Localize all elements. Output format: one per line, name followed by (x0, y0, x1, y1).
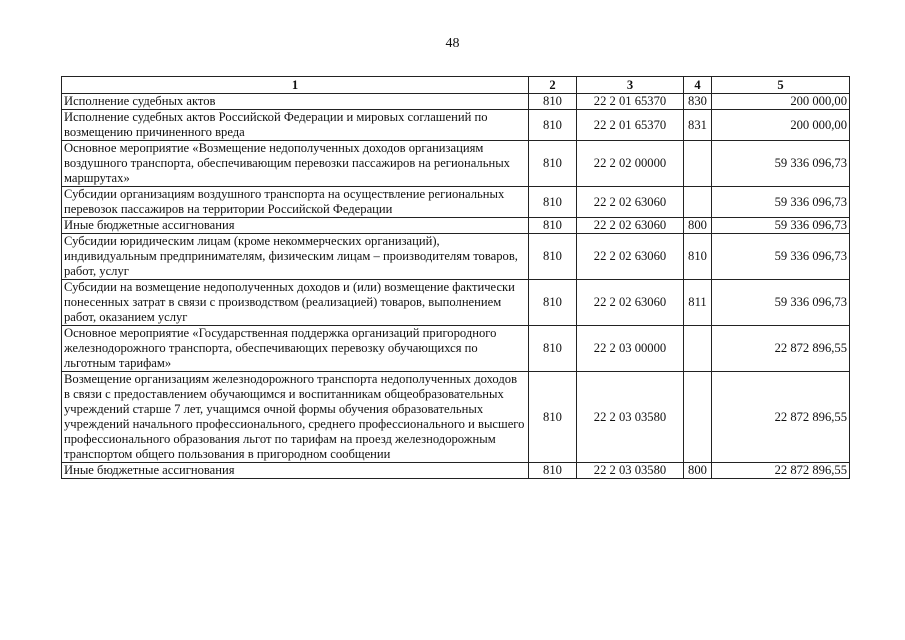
table-row (62, 187, 850, 218)
row-col-3: 22 2 02 00000 (577, 141, 684, 187)
row-name: Основное мероприятие «Государственная поддержка организаций пригородного железнодорожного транспорта, обеспечивающих перевозку обучающихся по льготным тарифам» (62, 326, 529, 372)
row-name: Возмещение организациям железнодорожного транспорта недополученных доходов в связи с предоставлением обучающимся и воспитанникам общеобразовательных учреждений старше 7 лет, учащимся очной формы обучения образовательных учреждений начального профессионального, среднего профессионального и высшего профессионального образования льгот по тарифам на проезд железнодорожным транспортом общего пользования в пригородном сообщении (62, 372, 529, 463)
row-name: Субсидии на возмещение недополученных доходов и (или) возмещение фактически понесенных затрат в связи с производством (реализацией) товаров, выполнением работ, оказанием услуг (62, 280, 529, 326)
row-col-2: 810 (529, 280, 577, 326)
row-name: Исполнение судебных актов Российской Федерации и мировых соглашений по возмещению причиненного вреда (62, 110, 529, 141)
row-col-4: 810 (684, 234, 712, 280)
budget-table (61, 76, 850, 479)
row-name: Иные бюджетные ассигнования (62, 463, 529, 479)
row-name: Субсидии юридическим лицам (кроме некоммерческих организаций), индивидуальным предпринимателям, физическим лицам – производителям товаров, работ, услуг (62, 234, 529, 280)
row-col-2: 810 (529, 326, 577, 372)
header-col-1: 1 (62, 77, 529, 94)
row-col-3: 22 2 01 65370 (577, 94, 684, 110)
table-row (62, 234, 850, 280)
row-col-4 (684, 372, 712, 463)
table-row (62, 463, 850, 479)
row-col-4: 811 (684, 280, 712, 326)
row-name: Исполнение судебных актов (62, 94, 529, 110)
header-col-4: 4 (684, 77, 712, 94)
header-col-5: 5 (712, 77, 850, 94)
row-amount: 59 336 096,73 (712, 280, 850, 326)
table-row (62, 218, 850, 234)
row-amount: 22 872 896,55 (712, 372, 850, 463)
row-name: Основное мероприятие «Возмещение недополученных доходов организациям воздушного транспорта, обеспечивающим перевозки пассажиров на региональных маршрутах» (62, 141, 529, 187)
row-col-3: 22 2 01 65370 (577, 110, 684, 141)
table-row (62, 280, 850, 326)
row-col-3: 22 2 03 03580 (577, 463, 684, 479)
row-col-4 (684, 326, 712, 372)
row-col-4 (684, 141, 712, 187)
table-row (62, 94, 850, 110)
table-row (62, 372, 850, 463)
row-col-3: 22 2 03 03580 (577, 372, 684, 463)
row-amount: 200 000,00 (712, 110, 850, 141)
row-amount: 59 336 096,73 (712, 234, 850, 280)
row-amount: 22 872 896,55 (712, 326, 850, 372)
row-col-4: 830 (684, 94, 712, 110)
row-col-3: 22 2 02 63060 (577, 280, 684, 326)
row-name: Субсидии организациям воздушного транспорта на осуществление региональных перевозок пассажиров на территории Российской Федерации (62, 187, 529, 218)
row-name: Иные бюджетные ассигнования (62, 218, 529, 234)
row-col-2: 810 (529, 218, 577, 234)
row-col-4: 800 (684, 218, 712, 234)
row-col-2: 810 (529, 110, 577, 141)
row-col-2: 810 (529, 94, 577, 110)
row-col-3: 22 2 03 00000 (577, 326, 684, 372)
row-amount: 200 000,00 (712, 94, 850, 110)
row-col-3: 22 2 02 63060 (577, 187, 684, 218)
row-amount: 59 336 096,73 (712, 218, 850, 234)
row-col-2: 810 (529, 234, 577, 280)
header-col-2: 2 (529, 77, 577, 94)
row-amount: 59 336 096,73 (712, 141, 850, 187)
row-col-2: 810 (529, 463, 577, 479)
row-col-4: 831 (684, 110, 712, 141)
row-col-4 (684, 187, 712, 218)
row-col-2: 810 (529, 372, 577, 463)
table-row (62, 326, 850, 372)
table-row (62, 141, 850, 187)
row-col-2: 810 (529, 187, 577, 218)
table-row (62, 110, 850, 141)
row-amount: 59 336 096,73 (712, 187, 850, 218)
row-col-4: 800 (684, 463, 712, 479)
page-number: 48 (445, 36, 460, 51)
row-amount: 22 872 896,55 (712, 463, 850, 479)
row-col-3: 22 2 02 63060 (577, 234, 684, 280)
header-col-3: 3 (577, 77, 684, 94)
row-col-3: 22 2 02 63060 (577, 218, 684, 234)
table-header-row (62, 77, 850, 94)
row-col-2: 810 (529, 141, 577, 187)
